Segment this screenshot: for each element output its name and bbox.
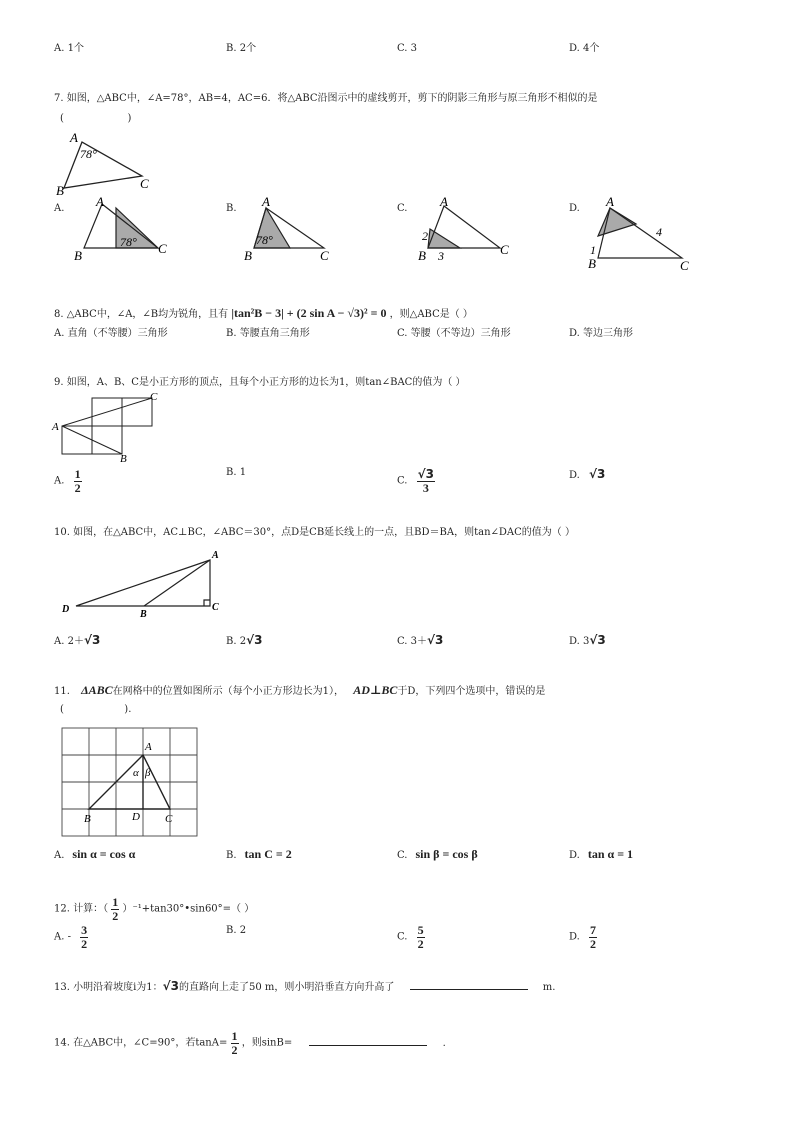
q14-stem: 14. 在△ABC中，∠C=90°，若tanA= $\frac{1}{2}$ ，则sinB= . bbox=[54, 1029, 446, 1057]
q9-option-a: A. $\frac{1}{2}$ bbox=[54, 467, 81, 495]
angle-78-label: 78° bbox=[120, 235, 137, 249]
angle-78-label: 78° bbox=[80, 147, 97, 161]
q7-opt-c-letter: C. bbox=[397, 203, 408, 214]
q11-paren: ( ). bbox=[60, 704, 132, 715]
q8-formula: |tan²B − 3| + (2 sin A − √3)² = 0 bbox=[231, 306, 387, 320]
q11-grid-figure bbox=[62, 728, 202, 838]
q12-option-b: B. 2 bbox=[226, 925, 247, 936]
q7-opt-d-figure bbox=[584, 192, 704, 272]
q7-opt-d-letter: D. bbox=[569, 203, 580, 214]
label-b: B bbox=[244, 248, 252, 263]
q7-opt-a-letter: A. bbox=[54, 203, 65, 214]
side-2-label: 2 bbox=[422, 229, 428, 243]
label-b: B bbox=[84, 813, 91, 825]
label-c: C bbox=[320, 248, 329, 263]
q9-grid-figure bbox=[50, 390, 170, 466]
q7-opt-b-letter: B. bbox=[226, 203, 237, 214]
label-b: B bbox=[418, 248, 426, 263]
label-b: B bbox=[56, 183, 64, 198]
q8-option-c: C. 等腰（不等边）三角形 bbox=[397, 328, 511, 339]
q8-option-b: B. 等腰直角三角形 bbox=[226, 328, 310, 339]
q6-option-a: A. 1个 bbox=[54, 43, 84, 54]
q12-option-c: C. $\frac{5}{2}$ bbox=[397, 923, 424, 951]
q7-opt-c-figure bbox=[414, 194, 524, 268]
q12-stem: 12. 计算：（ $\frac{1}{2}$ ）⁻¹+tan30°•sin60°=（ ） bbox=[54, 895, 255, 923]
label-a: A bbox=[70, 130, 78, 145]
label-c: C bbox=[150, 391, 158, 403]
q7-opt-a-figure bbox=[70, 196, 180, 266]
q8-option-d: D. 等边三角形 bbox=[569, 328, 634, 339]
q6-option-d: D. 4个 bbox=[569, 43, 600, 54]
q11-stem: 11. ΔABC在网格中的位置如图所示（每个小正方形边长为1）， AD⊥BC于D，下列四个选项中，错误的是 bbox=[54, 683, 546, 697]
q6-option-b: B. 2个 bbox=[226, 43, 257, 54]
label-b: B bbox=[74, 248, 82, 263]
q11-option-c: C. sin β = cos β bbox=[397, 847, 478, 861]
label-a: A bbox=[96, 194, 104, 209]
q10-option-b: B. 2√3 bbox=[226, 633, 263, 647]
angle-78-label: 78° bbox=[256, 233, 273, 247]
label-c: C bbox=[212, 602, 219, 613]
label-a: A bbox=[145, 741, 152, 753]
label-d: D bbox=[62, 604, 70, 615]
side-3-label: 3 bbox=[438, 249, 444, 263]
q14-answer-blank[interactable] bbox=[309, 1036, 427, 1046]
q11-option-d: D. tan α = 1 bbox=[569, 847, 634, 861]
q12-option-a: A. - $\frac{3}{2}$ bbox=[54, 923, 88, 951]
q7-stem: 7. 如图，△ABC中，∠A=78°，AB=4，AC=6．将△ABC沿图示中的虚线剪开，剪下的阴影三角形与原三角形不相似的是 bbox=[54, 93, 598, 104]
side-4-label: 4 bbox=[656, 225, 662, 239]
q13-answer-blank[interactable] bbox=[410, 980, 528, 990]
label-b: B bbox=[588, 256, 596, 271]
q10-option-c: C. 3＋√3 bbox=[397, 633, 444, 647]
alpha-label: α bbox=[133, 767, 139, 779]
label-c: C bbox=[500, 242, 509, 257]
label-a: A bbox=[440, 194, 448, 209]
q10-figure bbox=[58, 550, 228, 620]
q9-option-b: B. 1 bbox=[226, 467, 247, 478]
q7-paren: ( ) bbox=[60, 113, 132, 124]
label-c: C bbox=[165, 813, 173, 825]
q13-stem: 13. 小明沿着坡度i为1：√3的直路向上走了50 m，则小明沿垂直方向升高了 m. bbox=[54, 979, 556, 993]
label-b: B bbox=[120, 453, 127, 465]
beta-label: β bbox=[145, 767, 151, 779]
label-d: D bbox=[132, 811, 140, 823]
q11-option-b: B. tan C = 2 bbox=[226, 847, 292, 861]
label-c: C bbox=[680, 258, 689, 273]
side-1-label: 1 bbox=[590, 243, 596, 257]
q6-option-c: C. 3 bbox=[397, 43, 418, 54]
label-a: A bbox=[606, 194, 614, 209]
q11-option-a: A. sin α = cos α bbox=[54, 847, 136, 861]
q10-stem: 10. 如图，在△ABC中，AC⊥BC，∠ABC＝30°，点D是CB延长线上的一点，且BD＝BA，则tan∠DAC的值为（ ） bbox=[54, 527, 575, 538]
label-b: B bbox=[140, 609, 147, 620]
label-c: C bbox=[140, 176, 149, 191]
q9-option-d: D. √3 bbox=[569, 467, 606, 481]
q10-option-d: D. 3√3 bbox=[569, 633, 606, 647]
q10-option-a: A. 2＋√3 bbox=[54, 633, 101, 647]
label-a: A bbox=[212, 550, 219, 561]
q8-option-a: A. 直角（不等腰）三角形 bbox=[54, 328, 168, 339]
q7-figure bbox=[50, 128, 170, 198]
q8-stem: 8. △ABC中，∠A，∠B均为锐角，且有 |tan²B − 3| + (2 sin A − √3)² = 0 ，则△ABC是（ ） bbox=[54, 306, 473, 320]
label-c: C bbox=[158, 241, 167, 256]
q12-option-d: D. $\frac{7}{2}$ bbox=[569, 923, 597, 951]
q9-stem: 9. 如图，A、B、C是小正方形的顶点，且每个小正方形的边长为1，则tan∠BAC的值为（ ） bbox=[54, 377, 466, 388]
q9-option-c: C. $\frac{√3}{3}$ bbox=[397, 467, 435, 495]
q7-opt-b-figure bbox=[240, 196, 350, 266]
label-a: A bbox=[52, 421, 59, 433]
label-a: A bbox=[262, 194, 270, 209]
